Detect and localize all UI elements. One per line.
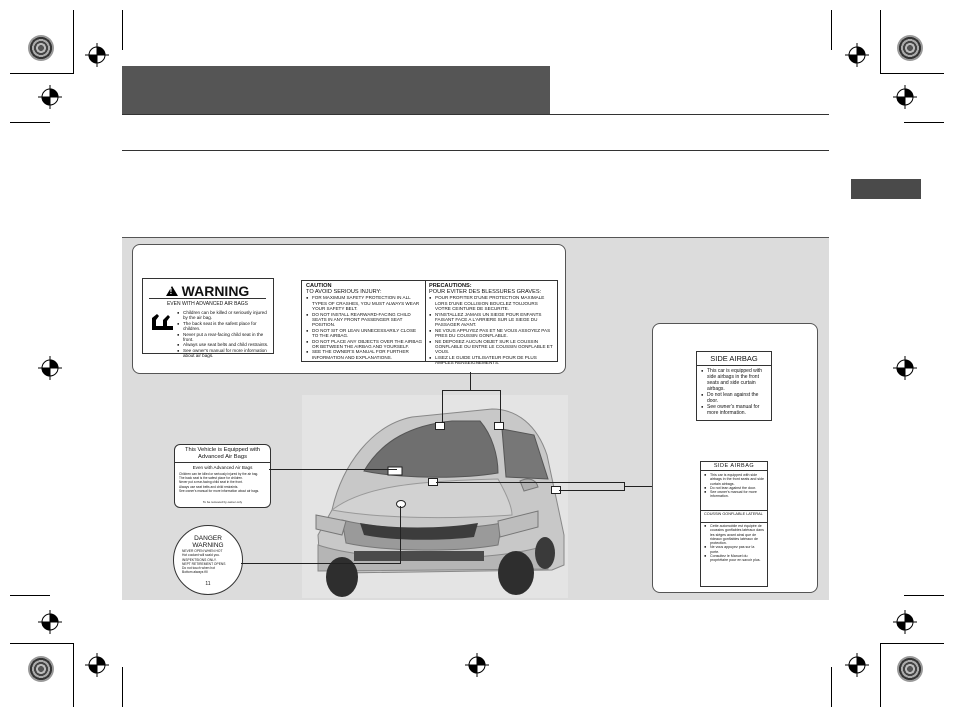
sun-visor-label-marker-left (435, 422, 445, 430)
warning-bullets: ● Children can be killed or seriously injured by the air bag. ● The back seat is the safest place for children. ● Never put a rear-facing child seat in the front. ● Always use seat belts and child restraints. ● See owner's manual for more information about air bags. (177, 310, 269, 359)
caution-english: CAUTION TO AVOID SERIOUS INJURY: ● FOR MAXIMUM SAFETY PROTECTION IN ALL TYPES OF CRASHES, YOU MUST ALWAYS WEAR YOUR SAFETY BELT. ● DO NOT INSTALL REARWARD-FACING CHILD SEATS IN ANY FRONT PASSENGER SEAT POSITION. ● DO NOT SIT OR LEAN UNNECESSARILY CLOSE TO THE AIRBAG. ● DO NOT PLACE ANY OBJECTS OVER THE AIRBAG OR BETWEEN THE AIRBAG AND YOURSELF. ● SEE THE OWNER'S MANUAL FOR FURTHER INFORMATION AND EXPLANATIONS. (306, 283, 423, 360)
sun-visor-caution-label (301, 280, 558, 366)
registration-target-icon (465, 653, 489, 677)
registration-target-icon (85, 653, 109, 677)
sun-visor-label-marker-right (494, 422, 504, 430)
advanced-airbags-label: This Vehicle is Equipped with Advanced Air Bags Even with Advanced Air Bags Children can be killed or seriously injured by the air bag. The back seat is the safest place for children. Never put a rear-facing child seat in the front. Always use seat belts and child restraints. See owner's manual for more information about air bags. To be removed by owner only (174, 444, 271, 508)
registration-target-icon (893, 610, 917, 634)
side-airbag-bullets: ● This car is equipped with side airbags in the front seats and side curtain airbags. ● Do not lean against the door. ● See owner's manual for more information. (701, 368, 768, 416)
registration-target-icon (845, 653, 869, 677)
chapter-tab (851, 179, 921, 199)
registration-target-icon (845, 43, 869, 67)
airbag-warning-label (142, 278, 274, 359)
label-location-figure (122, 237, 829, 600)
registration-target-icon (38, 610, 62, 634)
color-rosette-bottom-right (897, 656, 923, 682)
warning-heading: ! WARNING (149, 283, 266, 299)
side-airbag-label (696, 351, 772, 421)
side-airbag-heading: SIDE AIRBAG (697, 354, 771, 366)
color-rosette-bottom-left (28, 656, 54, 682)
radiator-cap-marker (396, 500, 406, 508)
color-rosette-top-left (28, 35, 54, 61)
registration-target-icon (893, 85, 917, 109)
section-rule (122, 150, 829, 151)
header-rule (122, 114, 829, 115)
registration-target-icon (85, 43, 109, 67)
radiator-cap-danger-label: DANGER WARNING NEVER OPEN WHEN HOT Hot coolant will scald you. INSPEKTSIONS ONLY. NEPT RETIREMENT OPENS Do not touch when hot Bottom always fill 11 (173, 525, 243, 595)
side-airbag-bilingual-label: SIDE AIRBAG ● This car is equipped with side airbags in the front seats and side curtain airbags. ● Do not lean against the door. ● See owner's manual for more information. COUSSIN GONFLABLE LATERAL ● Cette automobile est équipée de coussins gonflables latéraux dans les sièges avant ainsi que de rideaux gonflables latéraux de protection. ● Ne vous appuyez pas sur la porte. ● Consultez le Manuel du propriétaire pour en savoir plus. (700, 461, 768, 587)
dashboard-labels-callout (132, 244, 566, 374)
door-labels-callout (652, 323, 818, 593)
caution-french: PRECAUTIONS: POUR EVITER DES BLESSURES GRAVES: ● POUR PROFITER D'UNE PROTECTION MAXIMALE LORS D'UNE COLLISION BOUCLEZ TOUJOURS VOTRE CEINTURE DE SECURITE. ● N'INSTALLEZ JAMAIS UN SIEGE POUR ENFANTS FAISANT FACE A L'ARRIERE SUR LE SIEGE DU PASSAGER AVANT. ● NE VOUS APPUYEZ PAS ET NE VOUS ASSOYEZ PAS PRES DU COUSSIN GONFLABLE. ● NE DEPOSEZ AUCUN OBJET SUR LE COUSSIN GONFLABLE OU ENTRE LE COUSSIN GONFLABLE ET VOUS. ● LISEZ LE GUIDE UTILISATEUR POUR DE PLUS AMPLES RENSEIGNEMENTS. (429, 283, 553, 366)
child-seat-icon (149, 310, 175, 332)
registration-target-icon (38, 356, 62, 380)
color-rosette-top-right (897, 35, 923, 61)
warning-triangle-icon (166, 286, 178, 296)
registration-target-icon (893, 356, 917, 380)
registration-target-icon (38, 85, 62, 109)
warning-subheading: EVEN WITH ADVANCED AIR BAGS (166, 301, 249, 307)
page-title-bar (122, 66, 550, 114)
